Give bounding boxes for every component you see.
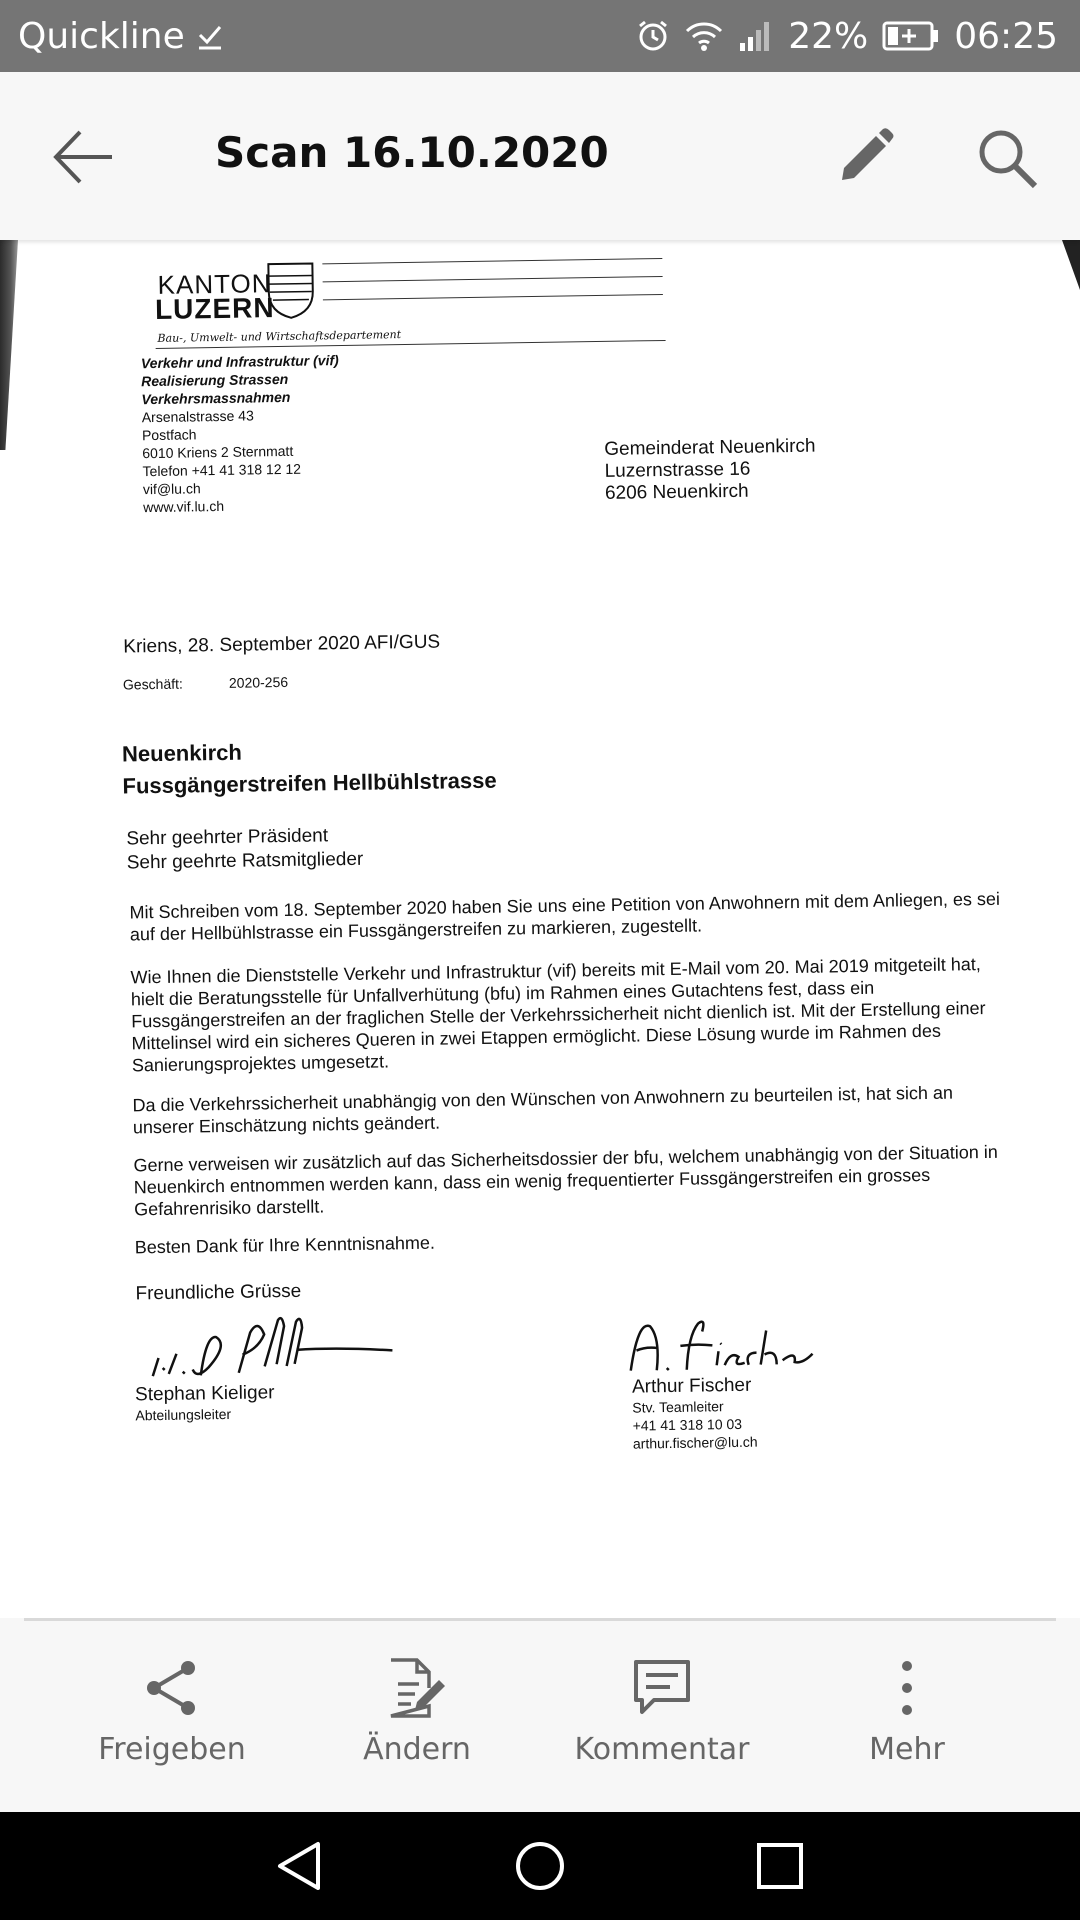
recents-square-icon[interactable] — [752, 1838, 808, 1894]
alarm-icon — [636, 19, 670, 53]
battery-percent: 22% — [788, 15, 869, 57]
salutation-line2: Sehr geehrte Ratsmitglieder — [126, 848, 364, 874]
comment-icon — [632, 1658, 692, 1718]
share-button[interactable] — [57, 1658, 287, 1798]
edit-label: Ändern — [363, 1732, 471, 1767]
status-bar — [0, 0, 1080, 72]
edit-button[interactable] — [302, 1658, 532, 1798]
signer2-email: arthur.fischer@lu.ch — [632, 1433, 758, 1452]
recipient-city: 6206 Neuenkirch — [604, 480, 749, 504]
scanned-letter — [0, 240, 1080, 1618]
sender-pobox: Postfach — [141, 426, 197, 444]
signer-fischer — [632, 1375, 758, 1453]
wifi-icon — [684, 19, 724, 53]
signature-fischer — [626, 1314, 827, 1377]
comment-label: Kommentar — [574, 1732, 750, 1767]
sender-street: Arsenalstrasse 43 — [141, 407, 254, 426]
signer-kieliger — [135, 1382, 275, 1424]
closing: Freundliche Grüsse — [135, 1280, 302, 1305]
kanton-luzern-logo — [154, 248, 666, 356]
sender-web: www.vif.lu.ch — [143, 497, 225, 516]
app-bar — [0, 72, 1080, 240]
reference — [122, 673, 289, 693]
recipient-name: Gemeinderat Neuenkirch — [604, 435, 816, 460]
share-label: Freigeben — [98, 1732, 246, 1767]
logo-kanton: KANTON — [157, 268, 272, 300]
date-line: Kriens, 28. September 2020 AFI/GUS — [123, 631, 441, 658]
check-icon — [195, 21, 225, 51]
salutation-line1: Sehr geehrter Präsident — [126, 825, 329, 850]
signature-kieliger — [146, 1302, 397, 1386]
signer2-name: Arthur Fischer — [631, 1374, 752, 1398]
system-nav-bar — [0, 1812, 1080, 1920]
signer1-role: Abteilungsleiter — [135, 1405, 232, 1424]
edit-document-icon — [385, 1658, 449, 1718]
subject-line1: Neuenkirch — [121, 739, 243, 767]
search-icon[interactable] — [975, 126, 1039, 190]
sender-phone: Telefon +41 41 318 12 12 — [142, 460, 302, 480]
more-vertical-icon — [877, 1658, 937, 1718]
logo-luzern: LUZERN — [154, 292, 275, 325]
recipient-address — [604, 436, 816, 505]
subject-line2: Fussgängerstreifen Hellbühlstrasse — [122, 767, 497, 799]
bottom-action-bar — [0, 1618, 1080, 1812]
pencil-icon[interactable] — [834, 126, 896, 188]
logo-department: Bau-, Umwelt- und Wirtschaftsdepartement — [157, 328, 402, 345]
signer2-role: Stv. Teamleiter — [632, 1398, 724, 1416]
more-label: Mehr — [869, 1732, 945, 1767]
share-icon — [142, 1658, 202, 1718]
subject — [122, 733, 497, 803]
status-left — [18, 16, 225, 57]
letterhead-line — [323, 294, 663, 300]
paragraph: Da die Verkehrssicherheit unabhängig von den Wünschen von Anwohnern zu beurteilen ist, hat sich an unserer Einschätzung nichts geändert. — [132, 1082, 954, 1138]
sender-unit: Verkehr und Infrastruktur (vif) — [140, 352, 339, 372]
document-title: Scan 16.10.2020 — [215, 128, 609, 177]
recipient-street: Luzernstrasse 16 — [604, 458, 751, 482]
back-triangle-icon[interactable] — [272, 1838, 328, 1894]
signer1-name: Stephan Kieliger — [134, 1382, 275, 1406]
sender-subsection: Verkehrsmassnahmen — [141, 388, 291, 408]
sender-address — [141, 351, 341, 516]
paragraph: Besten Dank für Ihre Kenntnisnahme. — [134, 1232, 436, 1258]
coat-of-arms-icon — [266, 261, 315, 320]
paragraph: Mit Schreiben vom 18. September 2020 haben Sie uns eine Petition von Anwohnern mit dem Anliegen, es sei auf der Hellbühlstrasse ein Fussgängerstreifen zu markieren, zugestellt. — [129, 888, 1001, 945]
back-arrow-icon[interactable] — [48, 122, 118, 192]
paragraph: Gerne verweisen wir zusätzlich auf das Sicherheitsdossier der bfu, welchem unabhängig von der Situation in Neuenkirch entnommen werden kann, dass ein wenig frequentierter Fussgängerstreifen ein grosses Gefahrenrisiko darstellt. — [133, 1141, 999, 1220]
battery-charging-icon — [882, 20, 940, 52]
reference-label: Geschäft: — [122, 675, 183, 693]
salutation — [126, 824, 363, 876]
clock: 06:25 — [954, 15, 1058, 57]
paragraph: Wie Ihnen die Dienststelle Verkehr und Infrastruktur (vif) bereits mit E-Mail vom 20. Mai 2019 mitgeteilt hat, hielt die Beratungsstelle für Unfallverhütung (bfu) im Rahmen eines Gutachtens fest, dass ein Fussgängerstreifen an der fraglichen Stelle der Verkehrssicherheit nicht dienlich ist. Mit der Erstellung einer Mittelinsel wird ein sicheres Queren in zwei Etappen ermöglicht. Diese Lösung wurde im Rahmen des Sanierungsprojektes umgesetzt. — [130, 954, 986, 1076]
comment-button[interactable] — [547, 1658, 777, 1798]
letterhead-line — [323, 276, 663, 282]
sender-section: Realisierung Strassen — [141, 370, 289, 390]
signal-icon — [738, 19, 774, 53]
more-button[interactable] — [792, 1658, 1022, 1798]
sender-city: 6010 Kriens 2 Sternmatt — [142, 442, 294, 462]
reference-value: 2020-256 — [228, 673, 289, 691]
home-circle-icon[interactable] — [512, 1838, 568, 1894]
carrier-name: Quickline — [18, 15, 185, 57]
divider — [24, 1618, 1056, 1621]
letterhead-line — [322, 258, 662, 264]
sender-email: vif@lu.ch — [142, 480, 201, 498]
signer2-phone: +41 41 318 10 03 — [632, 1415, 743, 1434]
status-right — [636, 16, 1058, 57]
document-view[interactable] — [0, 240, 1080, 1618]
